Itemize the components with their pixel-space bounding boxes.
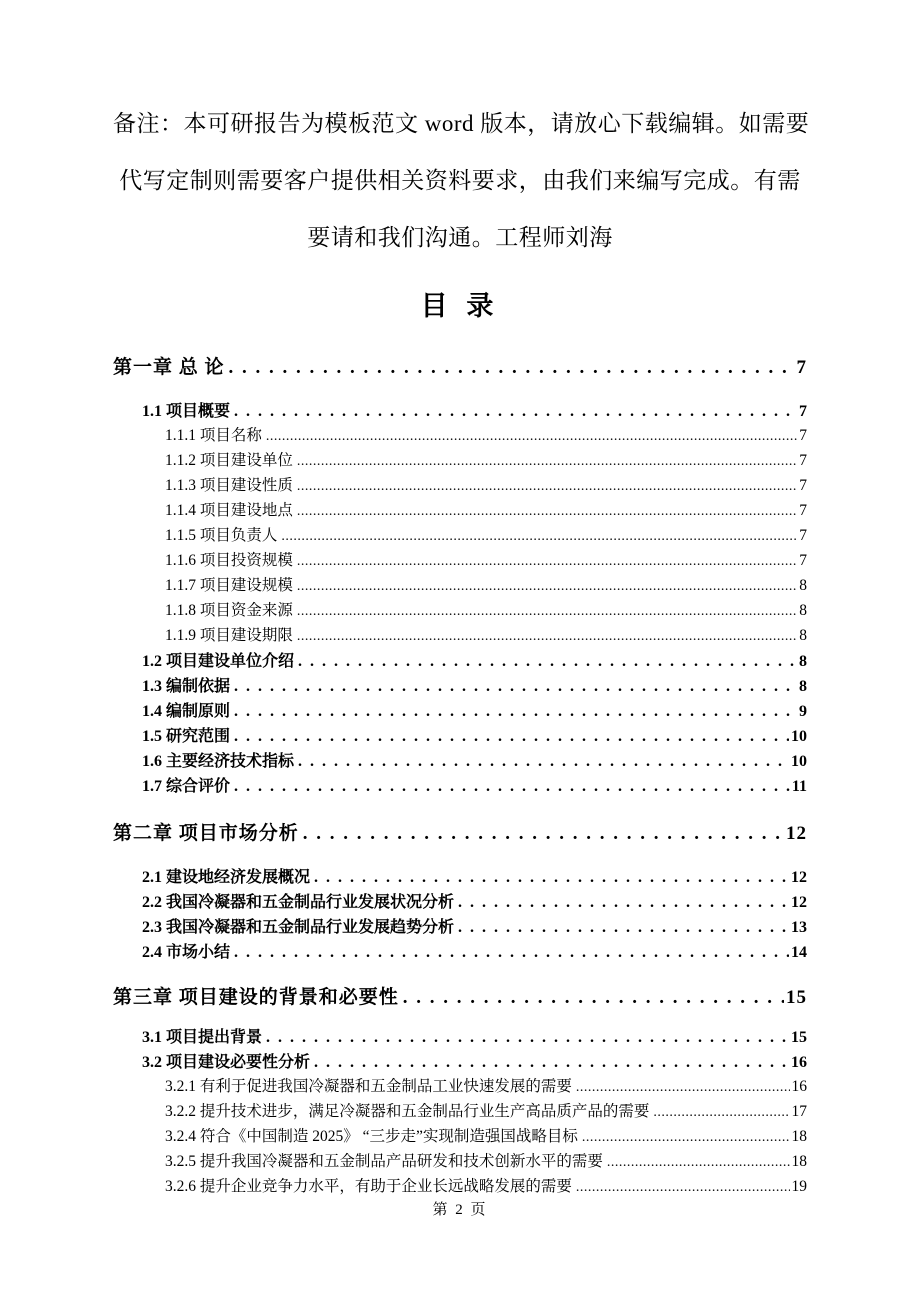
toc-dot-leader: [297, 502, 797, 520]
toc-entry-label: 1.2 项目建设单位介绍: [142, 653, 295, 670]
toc-chapter-heading[interactable]: [113, 352, 807, 386]
toc-dot-leader: [458, 919, 789, 937]
toc-page-number: 12: [791, 894, 807, 911]
toc-dot-leader: [576, 1078, 790, 1096]
toc-entry[interactable]: [113, 573, 807, 598]
toc-entry-label: 1.7 综合评价: [142, 778, 231, 795]
toc-dot-leader: [297, 627, 797, 645]
toc-dot-leader: [234, 728, 789, 746]
toc-entry[interactable]: [113, 548, 807, 573]
toc-entry[interactable]: [113, 648, 807, 673]
toc-entry-label: 3.1 项目提出背景: [142, 1029, 263, 1046]
toc-entry[interactable]: [113, 623, 807, 648]
toc-page-number: 7: [799, 477, 807, 494]
toc-entry[interactable]: [113, 723, 807, 748]
toc-dot-leader: [607, 1153, 790, 1171]
toc-page-number: 7: [799, 502, 807, 519]
toc-entry[interactable]: [113, 398, 807, 423]
note-line: 要请和我们沟通。工程师刘海: [307, 225, 613, 250]
toc-page-number: 8: [799, 602, 807, 619]
toc-dot-leader: [229, 357, 795, 379]
toc-dot-leader: [576, 1178, 790, 1196]
toc-title: 目 录: [420, 291, 500, 321]
toc-chapter-heading[interactable]: [113, 982, 807, 1016]
toc-entry-label: 2.2 我国冷凝器和五金制品行业发展状况分析: [142, 894, 455, 911]
toc-dot-leader: [458, 894, 789, 912]
toc-page-number: 8: [799, 577, 807, 594]
toc-page-number: 15: [786, 987, 807, 1008]
toc-page-number: 16: [791, 1078, 807, 1095]
toc-entry-label: 1.6 主要经济技术指标: [142, 753, 295, 770]
toc-entry[interactable]: [113, 698, 807, 723]
toc-dot-leader: [234, 944, 789, 962]
toc-page-number: 13: [791, 919, 807, 936]
toc-entries: [113, 398, 807, 798]
toc-entry[interactable]: [113, 748, 807, 773]
toc-entry[interactable]: [113, 1049, 807, 1074]
toc-page-number: 7: [799, 552, 807, 569]
toc-page-number: 15: [791, 1029, 807, 1046]
toc-dot-leader: [297, 477, 797, 495]
toc-dot-leader: [403, 987, 784, 1009]
toc-entry-label: 3.2.6 提升企业竞争力水平，有助于企业长远战略发展的需要: [165, 1178, 572, 1195]
toc-page-number: 12: [791, 869, 807, 886]
toc-entry-label: 1.5 研究范围: [142, 728, 231, 745]
note-line: 备注：本可研报告为模板范文 word 版本，请放心下载编辑。如需要: [113, 111, 810, 136]
toc-dot-leader: [234, 403, 797, 421]
toc-page-number: 11: [791, 778, 807, 795]
toc-entry-label: 1.3 编制依据: [142, 678, 231, 695]
toc-section: [113, 982, 807, 1199]
toc-entry[interactable]: [113, 864, 807, 889]
toc-entry-label: 1.1.6 项目投资规模: [165, 552, 293, 569]
toc-page-number: 18: [791, 1128, 807, 1145]
note-paragraph: [113, 95, 810, 266]
toc-entry-label: 1.1.8 项目资金来源: [165, 602, 293, 619]
toc-entry[interactable]: [113, 598, 807, 623]
toc-dot-leader: [298, 753, 789, 771]
toc-dot-leader: [297, 552, 797, 570]
toc-chapter-heading-label: 第三章 项目建设的背景和必要性: [113, 987, 399, 1008]
toc-dot-leader: [281, 527, 797, 545]
toc-section: [113, 818, 807, 964]
toc-entry-label: 2.3 我国冷凝器和五金制品行业发展趋势分析: [142, 919, 455, 936]
toc-dot-leader: [303, 823, 784, 845]
toc-entry[interactable]: [113, 939, 807, 964]
toc-page-number: 8: [799, 627, 807, 644]
toc-page-number: 16: [791, 1054, 807, 1071]
toc-entry-label: 3.2 项目建设必要性分析: [142, 1054, 311, 1071]
toc-entry-label: 3.2.4 符合《中国制造 2025》 “三步走”实现制造强国战略目标: [165, 1128, 578, 1145]
toc-entry[interactable]: [113, 889, 807, 914]
toc-entry-label: 1.1 项目概要: [142, 403, 231, 420]
toc-entry-label: 1.1.9 项目建设期限: [165, 627, 293, 644]
toc-page-number: 8: [799, 653, 807, 670]
toc-dot-leader: [298, 653, 797, 671]
toc-dot-leader: [234, 703, 797, 721]
toc-dot-leader: [314, 869, 789, 887]
toc-entry-label: 1.1.3 项目建设性质: [165, 477, 293, 494]
toc-dot-leader: [582, 1128, 790, 1146]
toc-entry[interactable]: [113, 473, 807, 498]
toc-entry[interactable]: [113, 914, 807, 939]
toc-section: [113, 352, 807, 798]
toc-dot-leader: [234, 778, 790, 796]
toc-entry[interactable]: [113, 1124, 807, 1149]
toc-page-number: 14: [791, 944, 807, 961]
toc-entry-label: 1.1.5 项目负责人: [165, 527, 278, 544]
toc-page-number: 12: [786, 823, 807, 844]
toc-page-number: 18: [791, 1153, 807, 1170]
toc-page-number: 17: [791, 1103, 807, 1120]
toc-entry[interactable]: [113, 773, 807, 798]
toc-entry[interactable]: [113, 498, 807, 523]
toc-page-number: 7: [796, 357, 807, 378]
toc-entry-label: 3.2.5 提升我国冷凝器和五金制品产品研发和技术创新水平的需要: [165, 1153, 603, 1170]
toc-entry[interactable]: [113, 448, 807, 473]
page-number-footer: 第 2 页: [432, 1202, 488, 1218]
toc-page-number: 7: [799, 427, 807, 444]
toc-entry[interactable]: [113, 1099, 807, 1124]
toc-entries: [113, 864, 807, 964]
toc-page-number: 7: [799, 527, 807, 544]
toc-page-number: 10: [791, 753, 807, 770]
toc-entry-label: 1.1.4 项目建设地点: [165, 502, 293, 519]
toc-entry[interactable]: [113, 1174, 807, 1199]
toc-page-number: 19: [791, 1178, 807, 1195]
toc-entry[interactable]: [113, 673, 807, 698]
table-of-contents: [113, 352, 807, 1199]
toc-page-number: 9: [799, 703, 807, 720]
toc-entry[interactable]: [113, 1149, 807, 1174]
toc-page-number: 7: [799, 452, 807, 469]
toc-dot-leader: [266, 1029, 789, 1047]
toc-chapter-heading[interactable]: [113, 818, 807, 852]
toc-entry-label: 3.2.2 提升技术进步，满足冷凝器和五金制品行业生产高品质产品的需要: [165, 1103, 650, 1120]
toc-page-number: 10: [791, 728, 807, 745]
toc-dot-leader: [266, 427, 797, 445]
toc-page-number: 8: [799, 678, 807, 695]
toc-entry-label: 1.1.2 项目建设单位: [165, 452, 293, 469]
toc-dot-leader: [653, 1103, 789, 1121]
toc-dot-leader: [234, 678, 797, 696]
toc-dot-leader: [297, 602, 797, 620]
toc-dot-leader: [297, 577, 797, 595]
note-line: 代写定制则需要客户提供相关资料要求，由我们来编写完成。有需: [119, 168, 801, 193]
toc-entry[interactable]: [113, 1074, 807, 1099]
toc-chapter-heading-label: 第二章 项目市场分析: [113, 823, 299, 844]
toc-page-number: 7: [799, 403, 807, 420]
toc-dot-leader: [314, 1054, 789, 1072]
toc-entry[interactable]: [113, 423, 807, 448]
toc-entry-label: 3.2.1 有利于促进我国冷凝器和五金制品工业快速发展的需要: [165, 1078, 572, 1095]
toc-entry-label: 1.1.7 项目建设规模: [165, 577, 293, 594]
toc-entry-label: 2.1 建设地经济发展概况: [142, 869, 311, 886]
toc-entries: [113, 1024, 807, 1199]
toc-entry[interactable]: [113, 1024, 807, 1049]
toc-entry[interactable]: [113, 523, 807, 548]
toc-dot-leader: [297, 452, 797, 470]
toc-entry-label: 2.4 市场小结: [142, 944, 231, 961]
toc-entry-label: 1.4 编制原则: [142, 703, 231, 720]
toc-chapter-heading-label: 第一章 总 论: [113, 357, 225, 378]
toc-entry-label: 1.1.1 项目名称: [165, 427, 262, 444]
